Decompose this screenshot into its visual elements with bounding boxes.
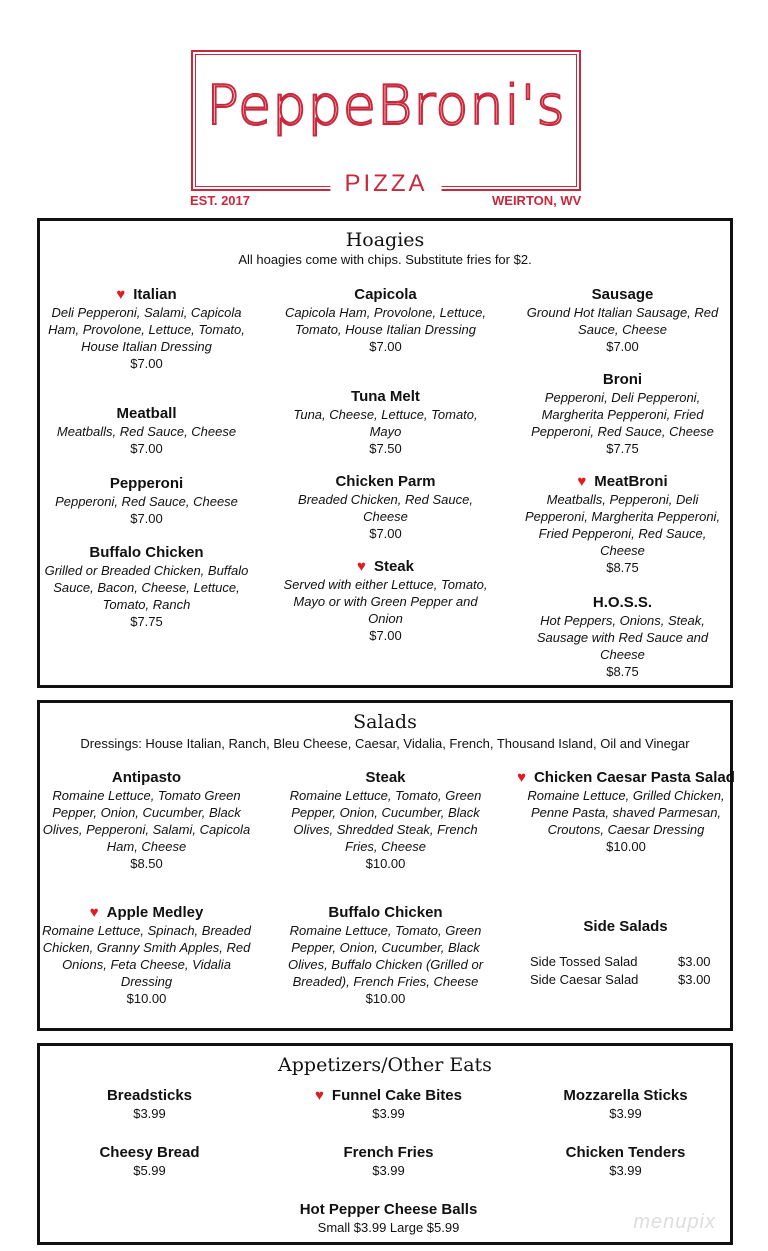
item-price: $8.75 xyxy=(606,664,639,679)
item-description: Meatballs, Red Sauce, Cheese xyxy=(56,424,237,439)
item-price: $7.75 xyxy=(606,441,639,456)
item-description: Tuna, Cheese, Lettuce, Tomato, Mayo xyxy=(293,407,478,439)
item-description: Pepperoni, Red Sauce, Cheese xyxy=(55,494,238,509)
item-price: $3.99 xyxy=(372,1106,405,1121)
item-description: Served with either Lettuce, Tomato, Mayo or with Green Pepper and Onion xyxy=(283,577,488,626)
item-description: Meatballs, Pepperoni, Deli Pepperoni, Margherita Pepperoni, Fried Pepperoni, Red Sauce, Cheese xyxy=(524,492,721,558)
appetizers-section xyxy=(37,1043,733,1245)
menu-item xyxy=(276,1200,501,1236)
item-name: ♥ Chicken Caesar Pasta Salad xyxy=(517,769,735,786)
item-description: Grilled or Breaded Chicken, Buffalo Sauce, Bacon, Cheese, Lettuce, Tomato, Ranch xyxy=(44,563,249,612)
side-salad-price: $3.00 xyxy=(678,972,711,987)
item-name: Chicken Tenders xyxy=(565,1144,686,1161)
menu-item xyxy=(39,404,254,457)
logo-name: PeppeBroni's xyxy=(206,74,566,137)
item-name: Breadsticks xyxy=(106,1087,193,1104)
item-description: Pepperoni, Deli Pepperoni, Margherita Pepperoni, Fried Pepperoni, Red Sauce, Cheese xyxy=(531,390,714,439)
heart-icon: ♥ xyxy=(517,769,526,786)
item-price: $7.00 xyxy=(369,339,402,354)
section-title: Salads xyxy=(353,711,417,733)
item-name: Hot Pepper Cheese Balls xyxy=(299,1201,478,1218)
menu-item xyxy=(515,472,730,576)
item-name: ♥ Funnel Cake Bites xyxy=(315,1087,462,1104)
item-price: $3.99 xyxy=(133,1106,166,1121)
restaurant-logo xyxy=(191,50,581,197)
menu-item xyxy=(515,370,730,457)
item-price: $8.50 xyxy=(130,856,163,871)
section-title: Appetizers/Other Eats xyxy=(278,1054,492,1076)
item-description: Hot Peppers, Onions, Steak, Sausage with Red Sauce and Cheese xyxy=(536,613,709,662)
menu-item xyxy=(39,543,254,630)
item-price: $7.00 xyxy=(606,339,639,354)
item-name: Buffalo Chicken xyxy=(89,544,204,561)
item-name: Pepperoni xyxy=(109,475,184,492)
item-name: ♥ Italian xyxy=(116,286,177,303)
item-description: Breaded Chicken, Red Sauce, Cheese xyxy=(298,492,473,524)
item-name: Antipasto xyxy=(111,769,182,786)
item-price: $7.00 xyxy=(130,511,163,526)
heart-icon: ♥ xyxy=(315,1087,324,1104)
side-salads-title: Side Salads xyxy=(583,918,668,935)
item-name: ♥ Steak xyxy=(357,558,414,575)
menu-item xyxy=(276,1086,501,1122)
item-price: $7.00 xyxy=(369,628,402,643)
location: WEIRTON, WV xyxy=(492,193,582,208)
item-description: Romaine Lettuce, Tomato, Green Pepper, Onion, Cucumber, Black Olives, Shredded Steak, French Fries, Cheese xyxy=(289,788,482,854)
heart-icon: ♥ xyxy=(89,904,99,921)
item-price: $10.00 xyxy=(126,991,167,1006)
item-price: $3.99 xyxy=(609,1106,642,1121)
established-year: EST. 2017 xyxy=(190,193,250,208)
item-description: Capicola Ham, Provolone, Lettuce, Tomato, House Italian Dressing xyxy=(285,305,486,337)
menu-item xyxy=(278,903,493,1007)
menu-item xyxy=(515,285,730,355)
item-price: $7.50 xyxy=(369,441,402,456)
item-price: $5.99 xyxy=(133,1163,166,1178)
item-price: $10.00 xyxy=(365,856,406,871)
item-name: Tuna Melt xyxy=(351,388,420,405)
item-price: $3.99 xyxy=(372,1163,405,1178)
side-salad-name: Side Caesar Salad xyxy=(530,972,639,987)
section-subtitle: All hoagies come with chips. Substitute fries for $2. xyxy=(238,252,532,267)
menu-item xyxy=(278,285,493,355)
heart-icon: ♥ xyxy=(577,473,587,490)
watermark: menupix xyxy=(633,1211,716,1233)
item-name: Chicken Parm xyxy=(335,473,436,490)
item-name: Steak xyxy=(365,769,406,786)
menu-item xyxy=(39,474,254,527)
heart-icon: ♥ xyxy=(116,286,126,303)
logo-pizza: PIZZA xyxy=(330,170,441,198)
item-name: Buffalo Chicken xyxy=(328,904,443,921)
item-name: Sausage xyxy=(591,286,654,303)
menu-item xyxy=(515,768,737,855)
item-name: French Fries xyxy=(343,1144,434,1161)
section-title: Hoagies xyxy=(345,229,425,251)
item-name: ♥ Apple Medley xyxy=(89,904,204,921)
menu-item xyxy=(513,1086,738,1122)
item-name: Meatball xyxy=(116,405,177,422)
menu-item xyxy=(278,472,493,542)
item-name: ♥ MeatBroni xyxy=(577,473,668,490)
menu-item xyxy=(515,593,730,680)
menu-item xyxy=(278,387,493,457)
menu-item xyxy=(278,768,493,872)
item-price: Small $3.99 Large $5.99 xyxy=(317,1220,460,1235)
item-price: $7.00 xyxy=(130,356,163,371)
salads-section xyxy=(37,700,733,1031)
item-name: Cheesy Bread xyxy=(99,1144,200,1161)
menu-item xyxy=(513,1143,738,1179)
item-price: $7.00 xyxy=(130,441,163,456)
item-description: Deli Pepperoni, Salami, Capicola Ham, Provolone, Lettuce, Tomato, House Italian Dressing xyxy=(48,305,245,354)
item-price: $10.00 xyxy=(606,839,646,854)
menu-item xyxy=(39,768,254,872)
item-description: Ground Hot Italian Sausage, Red Sauce, Cheese xyxy=(526,305,719,337)
heart-icon: ♥ xyxy=(357,558,366,575)
hoagies-section xyxy=(37,218,733,688)
item-name: Mozzarella Sticks xyxy=(563,1087,688,1104)
item-description: Romaine Lettuce, Grilled Chicken, Penne Pasta, shaved Parmesan, Croutons, Caesar Dressing xyxy=(527,788,725,837)
item-name: Broni xyxy=(602,371,643,388)
item-description: Romaine Lettuce, Spinach, Breaded Chicken, Granny Smith Apples, Red Onions, Feta Cheese, Vidalia Dressing xyxy=(42,923,251,989)
menu-item xyxy=(37,1143,262,1179)
item-name: H.O.S.S. xyxy=(592,594,653,611)
side-salad-price: $3.00 xyxy=(678,954,711,969)
section-subtitle: Dressings: House Italian, Ranch, Bleu Cheese, Caesar, Vidalia, French, Thousand Island, Oil and Vinegar xyxy=(80,736,690,751)
item-name: Capicola xyxy=(354,286,417,303)
item-price: $10.00 xyxy=(365,991,406,1006)
item-description: Romaine Lettuce, Tomato Green Pepper, Onion, Cucumber, Black Olives, Pepperoni, Salami, Capicola Ham, Cheese xyxy=(42,788,251,854)
item-price: $7.75 xyxy=(130,614,163,629)
item-price: $3.99 xyxy=(609,1163,642,1178)
menu-item xyxy=(37,1086,262,1122)
menu-item xyxy=(276,1143,501,1179)
item-price: $7.00 xyxy=(369,526,402,541)
side-salad-name: Side Tossed Salad xyxy=(530,954,638,969)
item-price: $8.75 xyxy=(606,560,639,575)
item-description: Romaine Lettuce, Tomato, Green Pepper, Onion, Cucumber, Black Olives, Buffalo Chicken (Grilled or Breaded), French Fries, Cheese xyxy=(287,923,484,989)
menu-item xyxy=(278,557,493,644)
menu-item xyxy=(39,285,254,372)
menu-item xyxy=(39,903,254,1007)
